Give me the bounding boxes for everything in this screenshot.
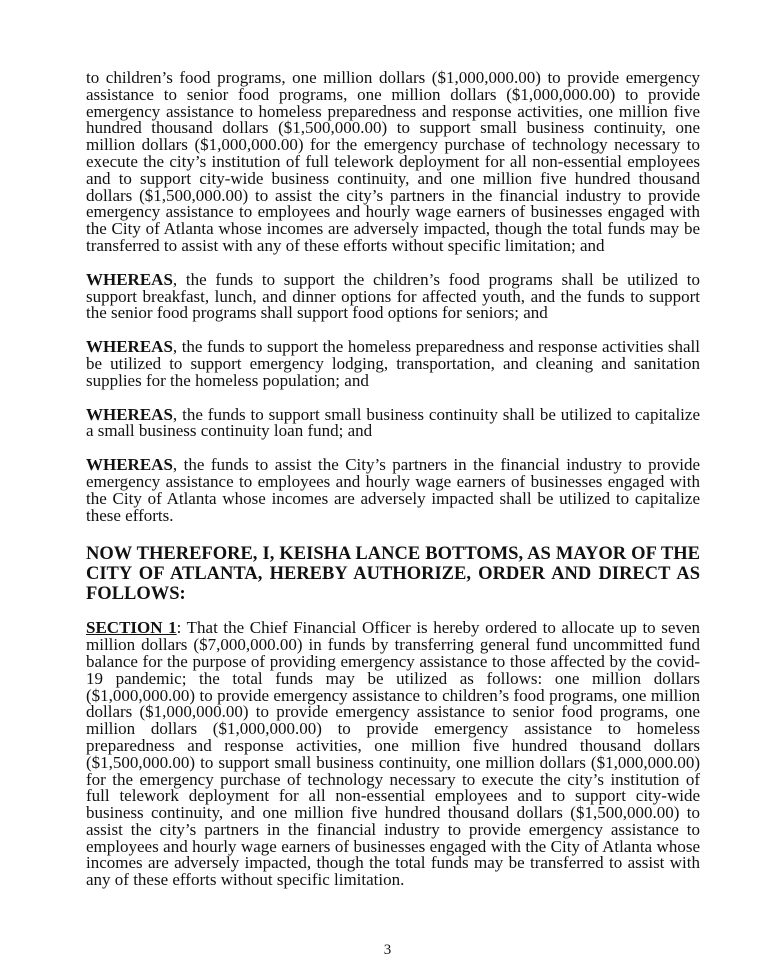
whereas-paragraph-3 <box>86 404 700 441</box>
whereas-keyword: WHEREAS <box>86 455 173 475</box>
whereas-keyword: WHEREAS <box>86 269 173 289</box>
whereas-keyword: WHEREAS <box>86 404 173 424</box>
whereas-text: , the funds to support small business continuity shall be utilized to capitalize a small business continuity loan fund; and <box>86 404 700 441</box>
page-number: 3 <box>383 942 392 958</box>
whereas-paragraph-4 <box>86 457 700 524</box>
intro-paragraph: to children’s food programs, one million dollars ($1,000,000.00) to provide emergency assistance to senior food programs, one million dollars ($1,000,000.00) to provide emergency assistance to homeless preparedness and response activities, one million five hundred thousand dollars ($1,500,000.00) to support small business continuity, one million dollars ($1,000,000.00) for the emergency purchase of technology necessary to execute the city’s institution of full telework deployment for all non-essential employees and to support city-wide business continuity, and one million five hundred thousand dollars ($1,500,000.00) to assist the city’s partners in the financial industry to provide emergency assistance to employees and hourly wage earners of businesses engaged with the City of Atlanta whose incomes are adversely impacted, though the total funds may be transferred to assist with any of these efforts without specific limitation; and <box>86 68 700 255</box>
section-1-text: : That the Chief Financial Officer is hereby ordered to allocate up to seven million dollars ($7,000,000.00) in funds by transferring general fund uncommitted fund balance for the purpose of providing emergency assistance to those affected by the covid-19 pandemic; the total funds may be utilized as follows: one million dollars ($1,000,000.00) to provide emergency assistance to children’s food programs, one million dollars ($1,000,000.00) to provide emergency assistance to senior food programs, one million dollars ($1,000,000.00) to provide emergency assistance to homeless preparedness and response activities, one million five hundred thousand dollars ($1,500,000.00) to support small business continuity, one million dollars ($1,000,000.00) for the emergency purchase of technology necessary to execute the city’s institution of full telework deployment for all non-essential employees and to support city-wide business continuity, and one million five hundred thousand dollars ($1,500,000.00) to assist the city’s partners in the financial industry to provide emergency assistance to employees and hourly wage earners of businesses engaged with the City of Atlanta whose incomes are adversely impacted, though the total funds may be transferred to assist with any of these efforts without specific limitation. <box>86 618 700 890</box>
whereas-keyword: WHEREAS <box>86 337 173 357</box>
whereas-text: , the funds to support the children’s food programs shall be utilized to support breakfast, lunch, and dinner options for affected youth, and the funds to support the senior food programs shall support food options for seniors; and <box>86 269 700 323</box>
section-1-paragraph <box>86 620 700 889</box>
now-therefore-heading: NOW THEREFORE, I, KEISHA LANCE BOTTOMS, AS MAYOR OF THE CITY OF ATLANTA, HEREBY AUTHORIZE, ORDER AND DIRECT AS FOLLOWS: <box>86 544 700 605</box>
whereas-paragraph-2 <box>86 339 700 389</box>
whereas-paragraph-1 <box>86 269 700 323</box>
whereas-text: , the funds to support the homeless preparedness and response activities shall be utilized to support emergency lodging, transportation, and cleaning and sanitation supplies for the homeless population; and <box>86 337 700 390</box>
document-page <box>86 70 700 889</box>
whereas-text: , the funds to assist the City’s partners in the financial industry to provide emergency assistance to employees and hourly wage earners of businesses engaged with the City of Atlanta whose incomes are adversely impacted shall be utilized to capitalize these efforts. <box>86 455 700 525</box>
section-1-label: SECTION 1 <box>86 618 177 638</box>
